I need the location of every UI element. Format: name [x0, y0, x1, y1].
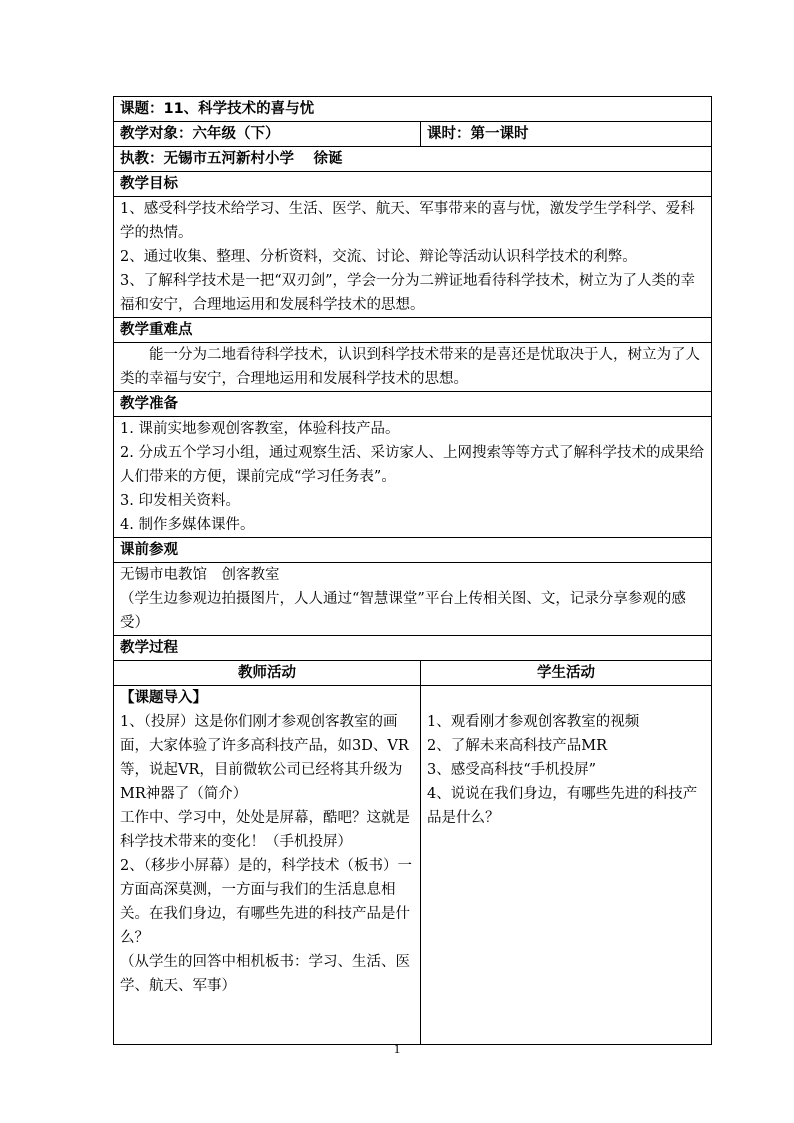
- preparation-content: [114, 417, 712, 538]
- section-heading-preparation: 教学准备: [114, 392, 712, 417]
- lesson-title: 课题：11、科学技术的喜与忧: [114, 97, 712, 122]
- preparation-item: 2. 分成五个学习小组，通过观察生活、采访家人、上网搜索等等方式了解科学技术的成果给人们带来的方便，课前完成“学习任务表”。: [120, 445, 704, 485]
- student-activity-item: 1、观看刚才参观创客教室的视频: [427, 714, 640, 730]
- teacher-activity-item: 1、（投屏）这是你们刚才参观创客教室的画面，大家体验了许多高科技产品，如3D、VR等，说起VR，目前微软公司已经将其升级为MR神器了（简介）: [120, 714, 409, 802]
- section-heading-process: 教学过程: [114, 636, 712, 661]
- goal-item: 3、了解科学技术是一把“双刃剑”，学会一分为二辨证地看待科学技术，树立为了人类的幸福和安宁，合理地运用和发展科学技术的思想。: [120, 273, 696, 313]
- student-activity-item: 4、说说在我们身边，有哪些先进的科技产品是什么？: [427, 786, 698, 826]
- section-heading-goals: 教学目标: [114, 172, 712, 197]
- student-activity-cell: [421, 686, 712, 1045]
- page-number: 1: [393, 1041, 401, 1056]
- goal-item: 2、通过收集、整理、分析资料，交流、讨论、辩论等活动认识科学技术的利弊。: [120, 249, 637, 265]
- teacher-activity-item: 2、（移步小屏幕）是的，科学技术（板书）一方面高深莫测，一方面与我们的生活息息相关。在我们身边，有哪些先进的科技产品是什么？: [120, 858, 412, 946]
- lesson-period: 课时：第一课时: [421, 122, 712, 147]
- preparation-item: 1. 课前实地参观创客教室，体验科技产品。: [120, 421, 400, 437]
- visit-note: （学生边参观边拍摄图片，人人通过“智慧课堂”平台上传相关图、文，记录分享参观的感受）: [120, 591, 686, 631]
- teaching-target: 教学对象：六年级（下）: [114, 122, 421, 147]
- preparation-item: 3. 印发相关资料。: [120, 493, 240, 509]
- teacher-activity-header: 教师活动: [114, 661, 421, 686]
- teacher-info: 执教：无锡市五河新村小学 徐诞: [114, 147, 712, 172]
- teacher-activity-item: 工作中、学习中，处处是屏幕，酷吧？这就是科学技术带来的变化！（手机投屏）: [120, 810, 410, 850]
- key-points-text: 能一分为二地看待科学技术，认识到科学技术带来的是喜还是忧取决于人，树立为了人类的幸福与安宁，合理地运用和发展科学技术的思想。: [120, 347, 700, 387]
- student-activity-item: 3、感受高科技“手机投屏”: [427, 762, 597, 778]
- goals-content: [114, 197, 712, 318]
- lesson-plan-table: [113, 96, 712, 1045]
- student-activity-header: 学生活动: [421, 661, 712, 686]
- section-heading-key-points: 教学重难点: [114, 318, 712, 343]
- key-points-content: [114, 343, 712, 392]
- intro-heading: 【课题导入】: [120, 690, 207, 706]
- goal-item: 1、感受科学技术给学习、生活、医学、航天、军事带来的喜与忧，激发学生学科学、爱科学的热情。: [120, 201, 695, 241]
- student-activity-item: 2、了解未来高科技产品MR: [427, 738, 607, 754]
- section-heading-visit: 课前参观: [114, 538, 712, 563]
- teacher-activity-item: （从学生的回答中相机板书：学习、生活、医学、航天、军事）: [120, 954, 410, 994]
- visit-content: [114, 563, 712, 636]
- teacher-activity-cell: [114, 686, 421, 1045]
- visit-location: 无锡市电教馆 创客教室: [120, 567, 280, 583]
- preparation-item: 4. 制作多媒体课件。: [120, 517, 255, 533]
